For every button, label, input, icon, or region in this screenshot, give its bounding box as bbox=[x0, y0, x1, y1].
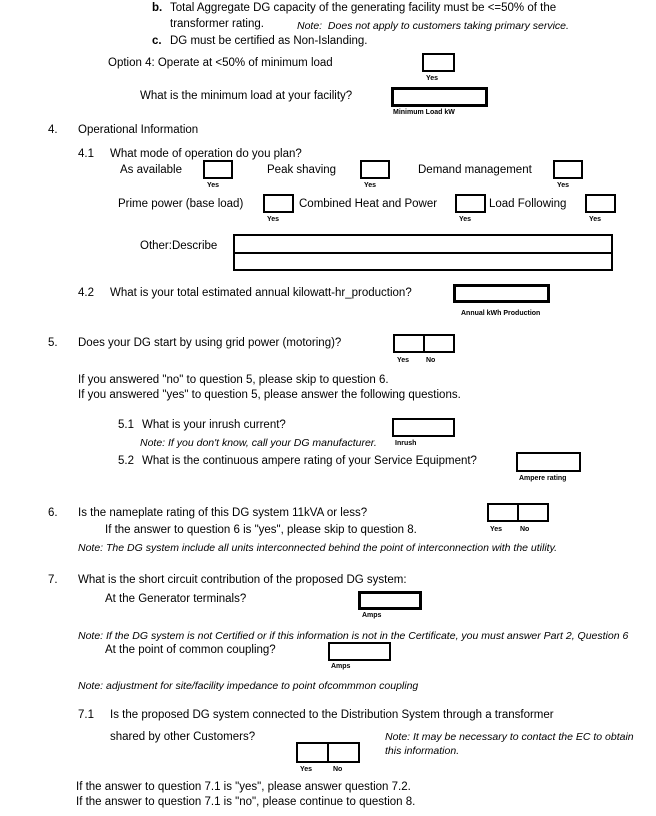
other-describe-input[interactable] bbox=[233, 234, 613, 271]
q6-skip-text: If the answer to question 6 is "yes", please skip to question 8. bbox=[105, 524, 417, 536]
mode-caption-prime-power: Yes bbox=[267, 216, 280, 223]
option4-yes-checkbox[interactable] bbox=[422, 53, 455, 72]
mode-label-peak-shaving: Peak shaving bbox=[267, 164, 337, 176]
q71-no-caption: No bbox=[333, 766, 343, 773]
section7-question: What is the short circuit contribution of the proposed DG system: bbox=[78, 574, 407, 586]
other-describe-row1[interactable] bbox=[235, 236, 611, 254]
mode-label-chp: Combined Heat and Power bbox=[299, 198, 438, 210]
section4-title: Operational Information bbox=[78, 124, 199, 136]
mode-label-load-following: Load Following bbox=[489, 198, 567, 210]
common-coupling-label: At the point of common coupling? bbox=[105, 644, 276, 656]
generator-terminals-label: At the Generator terminals? bbox=[105, 593, 247, 605]
mode-checkbox-peak-shaving[interactable] bbox=[360, 160, 390, 179]
min-load-caption: Minimum Load kW bbox=[393, 109, 455, 116]
q52-question: What is the continuous ampere rating of your Service Equipment? bbox=[142, 455, 477, 467]
item-b-bullet: b. bbox=[152, 2, 163, 14]
mode-label-prime-power: Prime power (base load) bbox=[118, 198, 244, 210]
mode-checkbox-chp[interactable] bbox=[455, 194, 486, 213]
item-b-line2: transformer rating. bbox=[170, 18, 264, 30]
q6-yes-cell[interactable] bbox=[489, 505, 519, 520]
option4-title: Option 4: Operate at <50% of minimum load bbox=[108, 57, 333, 69]
q6-yes-caption: Yes bbox=[490, 526, 503, 533]
min-load-question: What is the minimum load at your facility? bbox=[140, 90, 353, 102]
section6-question: Is the nameplate rating of this DG system 11kVA or less? bbox=[78, 507, 368, 519]
q71-answer-no-text: If the answer to question 7.1 is "no", please continue to question 8. bbox=[76, 796, 416, 808]
q5-yes-caption: Yes bbox=[397, 357, 410, 364]
mode-label-as-available: As available bbox=[120, 164, 183, 176]
section6-note: Note: The DG system include all units interconnected behind the point of interconnection with the utility. bbox=[78, 542, 557, 554]
q41-number: 4.1 bbox=[78, 148, 94, 160]
section5-question: Does your DG start by using grid power (motoring)? bbox=[78, 337, 342, 349]
section7-note-certified: Note: If the DG system is not Certified or if this information is not in the Certificate, you must answer Part 2, Question 6 bbox=[78, 630, 629, 642]
inrush-input[interactable] bbox=[392, 418, 455, 437]
q71-question-line2: shared by other Customers? bbox=[110, 731, 256, 743]
mode-caption-peak-shaving: Yes bbox=[364, 182, 377, 189]
q71-question-line1: Is the proposed DG system connected to the Distribution System through a transformer bbox=[110, 709, 554, 721]
q5-yes-cell[interactable] bbox=[395, 336, 425, 351]
mode-label-demand-management: Demand management bbox=[418, 164, 532, 176]
q71-no-cell[interactable] bbox=[329, 744, 358, 761]
min-load-input[interactable] bbox=[391, 87, 488, 107]
q42-number: 4.2 bbox=[78, 287, 94, 299]
mode-caption-chp: Yes bbox=[459, 216, 472, 223]
q71-number: 7.1 bbox=[78, 709, 94, 721]
q6-no-caption: No bbox=[520, 526, 530, 533]
q5-no-caption: No bbox=[426, 357, 436, 364]
q6-yesno-box bbox=[487, 503, 549, 522]
q42-question: What is your total estimated annual kilowatt-hr_production? bbox=[110, 287, 412, 299]
coupling-amps-caption: Amps bbox=[331, 663, 351, 670]
ampere-rating-caption: Ampere rating bbox=[519, 475, 567, 482]
other-describe-label: Other:Describe bbox=[140, 240, 218, 252]
section6-number: 6. bbox=[48, 507, 58, 519]
other-describe-row2[interactable] bbox=[235, 254, 611, 270]
q5-no-cell[interactable] bbox=[425, 336, 453, 351]
mode-caption-load-following: Yes bbox=[589, 216, 602, 223]
annual-kwh-input[interactable] bbox=[453, 284, 550, 303]
option4-yes-caption: Yes bbox=[426, 75, 439, 82]
q5-yesno-box bbox=[393, 334, 455, 353]
q71-yes-caption: Yes bbox=[300, 766, 313, 773]
q71-note-line2: this information. bbox=[385, 745, 460, 757]
q5-skip-no-text: If you answered "no" to question 5, please skip to question 6. bbox=[78, 374, 389, 386]
section7-number: 7. bbox=[48, 574, 58, 586]
q71-note-line1: Note: It may be necessary to contact the EC to obtain bbox=[385, 731, 634, 743]
q51-question: What is your inrush current? bbox=[142, 419, 286, 431]
generator-amps-caption: Amps bbox=[362, 612, 382, 619]
ampere-rating-input[interactable] bbox=[516, 452, 581, 472]
item-b-line1: Total Aggregate DG capacity of the generating facility must be <=50% of the bbox=[170, 2, 557, 14]
item-c-text: DG must be certified as Non-Islanding. bbox=[170, 35, 368, 47]
coupling-amps-input[interactable] bbox=[328, 642, 391, 661]
item-b-note: Note: Does not apply to customers taking primary service. bbox=[297, 20, 569, 32]
q71-answer-yes-text: If the answer to question 7.1 is "yes", please answer question 7.2. bbox=[76, 781, 411, 793]
q6-no-cell[interactable] bbox=[519, 505, 547, 520]
q41-question: What mode of operation do you plan? bbox=[110, 148, 302, 160]
section7-note-adjustment: Note: adjustment for site/facility impedance to point ofcommmon coupling bbox=[78, 680, 419, 692]
mode-checkbox-as-available[interactable] bbox=[203, 160, 233, 179]
q71-yesno-box bbox=[296, 742, 360, 763]
generator-amps-input[interactable] bbox=[358, 591, 422, 610]
section4-number: 4. bbox=[48, 124, 58, 136]
mode-caption-demand-management: Yes bbox=[557, 182, 570, 189]
q71-yes-cell[interactable] bbox=[298, 744, 329, 761]
q5-skip-yes-text: If you answered "yes" to question 5, please answer the following questions. bbox=[78, 389, 461, 401]
q52-number: 5.2 bbox=[118, 455, 134, 467]
q51-number: 5.1 bbox=[118, 419, 134, 431]
mode-caption-as-available: Yes bbox=[207, 182, 220, 189]
section5-number: 5. bbox=[48, 337, 58, 349]
mode-checkbox-prime-power[interactable] bbox=[263, 194, 294, 213]
inrush-caption: Inrush bbox=[395, 440, 417, 447]
mode-checkbox-demand-management[interactable] bbox=[553, 160, 583, 179]
item-c-bullet: c. bbox=[152, 35, 162, 47]
annual-kwh-caption: Annual kWh Production bbox=[461, 310, 541, 317]
mode-checkbox-load-following[interactable] bbox=[585, 194, 616, 213]
q51-note: Note: If you don't know, call your DG manufacturer. bbox=[140, 437, 377, 449]
